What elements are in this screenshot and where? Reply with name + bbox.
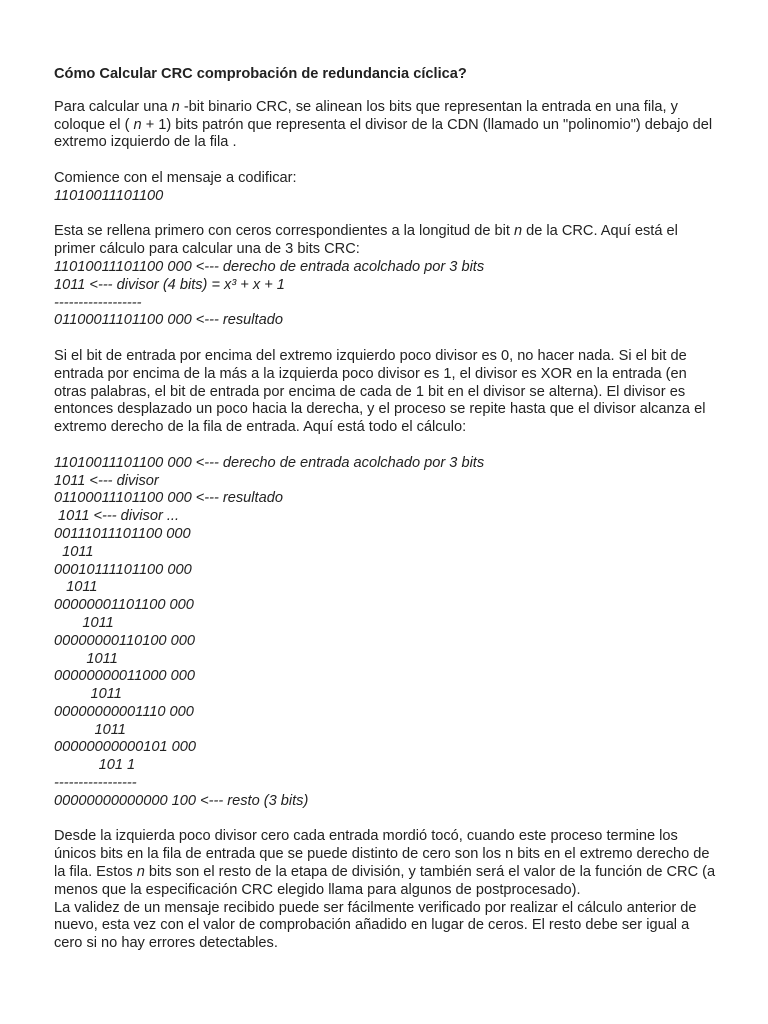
- conclusion-text-2: bits son el resto de la etapa de división, y también será el valor de la función de CRC (a menos que la especificación CRC elegido llama para algunos de postprocesado).: [54, 864, 716, 898]
- conclusion-text-1: Desde la izquierda poco divisor cero cada entrada mordió tocó, cuando este proceso termine los únicos bits en la fila de entrada que se puede distinto de cero son los n bits en el extremo derecho de la fila. Estos: [54, 828, 710, 881]
- calc-line: 00000000000101 000: [54, 739, 197, 756]
- message-bits: 11010011101100: [54, 187, 164, 204]
- document-title: Cómo Calcular CRC comprobación de redundancia cíclica?: [54, 66, 467, 82]
- intro-n-1: n: [171, 98, 180, 115]
- document-page: [54, 66, 720, 953]
- calc-line: 1011 <--- divisor ...: [54, 508, 180, 525]
- padding-paragraph: [54, 223, 720, 259]
- intro-paragraph: [54, 99, 720, 152]
- explanation-paragraph: Si el bit de entrada por encima del extremo izquierdo poco divisor es 0, no hacer nada. Si el bit de entrada por encima de la más a la izquierda poco divisor es 1, el divisor es XOR en la entrada (en otras palabras, el bit de entrada por encima de cada de 1 bit en el divisor se alterna). El divisor es entonces desplazado un poco hacia la derecha, y el proceso se repite hasta que el divisor alcanza el extremo derecho de la fila de entrada. Aquí está todo el cálculo:: [54, 347, 706, 436]
- validation-paragraph: La validez de un mensaje recibido puede ser fácilmente verificado por realizar el cálculo anterior de nuevo, esta vez con el valor de comprobación añadido en lugar de ceros. El resto debe ser igual a cero si no hay errores detectables.: [54, 899, 697, 952]
- padding-text-1: Esta se rellena primero con ceros correspondientes a la longitud de bit: [54, 223, 514, 240]
- calc-line: 1011 <--- divisor: [54, 472, 159, 489]
- padding-n: n: [513, 223, 523, 240]
- calc-line: 00111011101100 000: [54, 525, 191, 542]
- padding-text-2: de la CRC. Aquí está el primer cálculo para calcular una de 3 bits CRC:: [54, 223, 678, 258]
- calc-line: 00000000011000 000: [54, 668, 195, 685]
- intro-text-1: Para calcular una: [54, 98, 172, 115]
- calc-line: 1011: [54, 721, 126, 738]
- intro-text-2: -bit binario CRC, se alinean los bits que representan la entrada en una fila, y coloque el (: [54, 98, 678, 133]
- calc-line: 1011: [54, 614, 114, 631]
- calc-line: 01100011101100 000 <--- resultado: [54, 490, 283, 507]
- calc-line: 00010111101100 000: [54, 561, 192, 578]
- calc-line: 00000000110100 000: [54, 632, 195, 649]
- conclusion-paragraph: [54, 828, 720, 899]
- calc-line: 00000000001110 000: [54, 703, 194, 720]
- calc-separator: -----------------: [54, 775, 137, 792]
- intro-text-3: + 1) bits patrón que representa el divisor de la CDN (llamado un "polinomio") debajo del extremo izquierdo de la fila .: [54, 116, 713, 151]
- calc-separator: ------------------: [54, 294, 142, 311]
- start-paragraph: Comience con el mensaje a codificar:: [54, 169, 297, 186]
- calc-line: 101 1: [54, 757, 136, 774]
- calc-line: 1011: [54, 650, 118, 667]
- first-calculation: [54, 259, 720, 330]
- calc-remainder: 00000000000000 100 <--- resto (3 bits): [54, 792, 309, 809]
- calc-line: 11010011101100 000 <--- derecho de entrada acolchado por 3 bits: [54, 258, 485, 275]
- calc-line: 01100011101100 000 <--- resultado: [54, 312, 283, 329]
- conclusion-n: n: [136, 864, 145, 881]
- calc-line: 1011: [54, 543, 94, 560]
- intro-n-2: n: [133, 116, 142, 133]
- full-calculation: [54, 455, 720, 811]
- calc-line: 1011: [54, 686, 122, 703]
- calc-line: 1011 <--- divisor (4 bits) = x³ + x + 1: [54, 276, 285, 293]
- calc-line: 11010011101100 000 <--- derecho de entrada acolchado por 3 bits: [54, 454, 485, 471]
- calc-line: 00000001101100 000: [54, 597, 194, 614]
- calc-line: 1011: [54, 579, 98, 596]
